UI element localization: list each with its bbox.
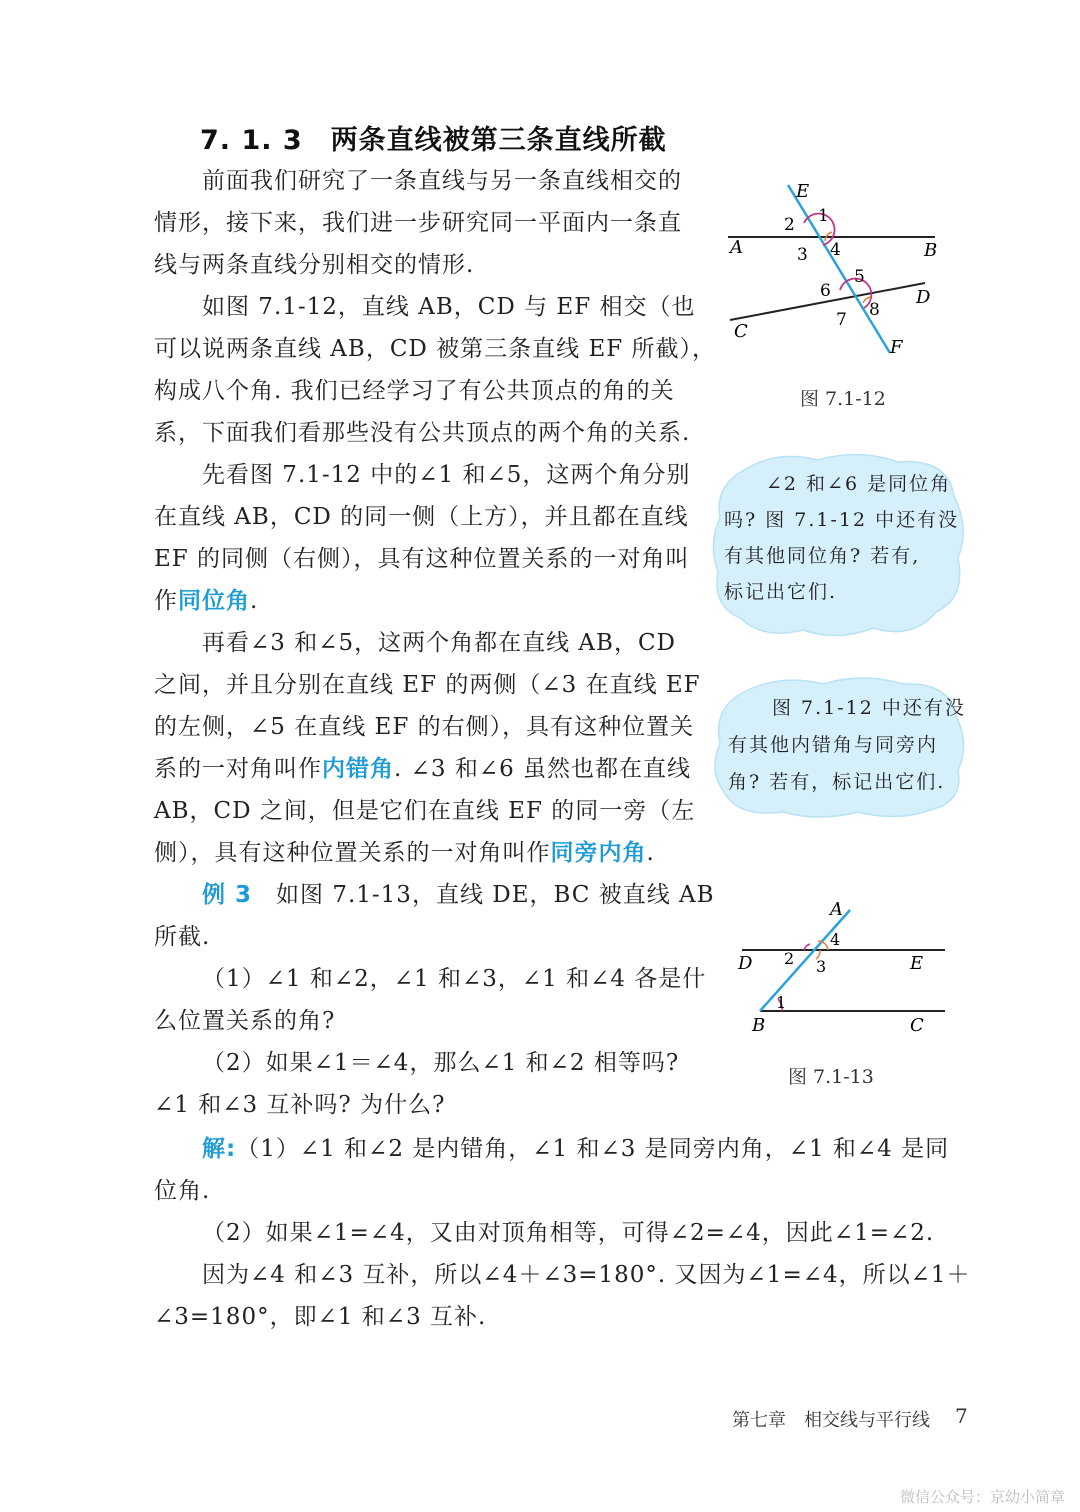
- intro-line-2: 情形，接下来，我们进一步研究同一平面内一条直: [154, 210, 682, 236]
- solution-label: 解:: [202, 1136, 237, 1162]
- fig2-label-c: C: [910, 1015, 924, 1036]
- para4-line-1: 再看∠3 和∠5，这两个角都在直线 AB，CD: [202, 630, 676, 656]
- angle-label-5: 5: [854, 267, 865, 287]
- para2-line-2: 可以说两条直线 AB，CD 被第三条直线 EF 所截），: [154, 336, 717, 362]
- label-d: D: [916, 287, 931, 308]
- cloud1-line-2: 吗? 图 7.1-12 中还有没: [724, 509, 960, 531]
- question-2b: ∠1 和∠3 互补吗? 为什么?: [154, 1092, 446, 1118]
- angle-label-2: 2: [784, 215, 795, 235]
- angle-label-3: 3: [797, 245, 808, 265]
- solution-line-5: ∠3=180°，即∠1 和∠3 互补.: [154, 1304, 487, 1330]
- example-label: 例 3: [202, 882, 253, 908]
- fig2-label-a: A: [830, 899, 843, 920]
- para4-line-4: [154, 748, 691, 790]
- label-a: A: [730, 237, 743, 258]
- watermark-text: 微信公众号：京幼小简章: [900, 1488, 1066, 1506]
- term-same-side-interior-angles: 同旁内角: [550, 840, 647, 866]
- fig2-angle-3: 3: [816, 957, 827, 976]
- para4-l4-prefix: 系的一对角叫作: [154, 756, 322, 782]
- footer-chapter: 第七章 相交线与平行线: [732, 1410, 930, 1431]
- cloud1-line-4: 标记出它们.: [724, 581, 838, 603]
- label-b: B: [924, 240, 938, 261]
- section-title: 7. 1. 3 两条直线被第三条直线所截: [200, 125, 667, 156]
- para4-l6-prefix: 侧），具有这种位置关系的一对角叫作: [154, 840, 551, 866]
- para4-line-6: [154, 832, 655, 874]
- figure-7-1-12: [720, 175, 950, 365]
- term-corresponding-angles: 同位角: [178, 588, 250, 614]
- example-line-1: [202, 874, 715, 916]
- fig2-label-d: D: [738, 953, 753, 974]
- intro-line-1: 前面我们研究了一条直线与另一条直线相交的: [202, 168, 682, 194]
- cloud1-line-1: ∠2 和∠6 是同位角: [766, 473, 952, 495]
- para3-line-1: 先看图 7.1-12 中的∠1 和∠5，这两个角分别: [202, 462, 691, 488]
- example-line-2: 所截.: [154, 924, 211, 950]
- para3-line-3: EF 的同侧（右侧），具有这种位置关系的一对角叫: [154, 546, 690, 572]
- para2-line-4: 系，下面我们看那些没有公共顶点的两个角的关系.: [154, 420, 691, 446]
- angle-label-4: 4: [830, 240, 841, 260]
- cloud1-line-3: 有其他同位角? 若有,: [724, 545, 921, 567]
- question-2a: （2）如果∠1＝∠4，那么∠1 和∠2 相等吗?: [202, 1050, 680, 1076]
- fig2-angle-4: 4: [830, 930, 841, 949]
- question-1a: （1）∠1 和∠2，∠1 和∠3，∠1 和∠4 各是什: [202, 966, 707, 992]
- cloud2-line-3: 角? 若有，标记出它们.: [728, 771, 946, 793]
- term-alternate-interior-angles: 内错角: [322, 756, 394, 782]
- para3-suffix: .: [250, 588, 259, 614]
- para4-line-3: 的左侧，∠5 在直线 EF 的右侧），具有这种位置关: [154, 714, 695, 740]
- solution-line-3: （2）如果∠1=∠4，又由对顶角相等，可得∠2=∠4，因此∠1=∠2.: [202, 1220, 935, 1246]
- fig2-angle-1: 1: [776, 993, 787, 1012]
- fig2-label-e: E: [910, 953, 924, 974]
- para3-line-4: [154, 580, 258, 622]
- angle-label-1: 1: [818, 206, 829, 226]
- fig2-angle-2: 2: [784, 949, 795, 968]
- label-c: C: [734, 321, 748, 342]
- para4-l4-suffix: . ∠3 和∠6 虽然也都在直线: [394, 756, 692, 782]
- solution-text-1: （1）∠1 和∠2 是内错角，∠1 和∠3 是同旁内角，∠1 和∠4 是同: [236, 1136, 950, 1162]
- solution-line-2: 位角.: [154, 1178, 211, 1204]
- para2-line-3: 构成八个角. 我们已经学习了有公共顶点的角的关: [154, 378, 675, 404]
- page-number: 7: [955, 1404, 968, 1428]
- para4-l6-suffix: .: [646, 840, 655, 866]
- label-f: F: [890, 337, 903, 358]
- para4-line-5: AB，CD 之间，但是它们在直线 EF 的同一旁（左: [154, 798, 696, 824]
- angle-label-6: 6: [820, 281, 831, 301]
- figure-7-1-13-caption: 图 7.1-13: [788, 1066, 874, 1088]
- angle-label-8: 8: [869, 300, 880, 320]
- fig2-label-b: B: [752, 1015, 766, 1036]
- para2-line-1: 如图 7.1-12，直线 AB，CD 与 EF 相交（也: [202, 294, 696, 320]
- cloud2-line-1: 图 7.1-12 中还有没: [772, 697, 966, 719]
- para3-line-2: 在直线 AB，CD 的同一侧（上方），并且都在直线: [154, 504, 689, 530]
- solution-line-4: 因为∠4 和∠3 互补，所以∠4＋∠3=180°. 又因为∠1=∠4，所以∠1＋: [202, 1262, 971, 1288]
- example-text: 如图 7.1-13，直线 DE，BC 被直线 AB: [276, 882, 715, 908]
- figure-7-1-12-caption: 图 7.1-12: [800, 388, 886, 410]
- line-ab-transversal: [760, 910, 850, 1011]
- intro-line-3: 线与两条直线分别相交的情形.: [154, 252, 475, 278]
- cloud2-line-2: 有其他内错角与同旁内: [728, 734, 939, 756]
- angle-label-7: 7: [836, 310, 847, 330]
- question-1b: 么位置关系的角?: [154, 1008, 336, 1034]
- figure-7-1-13: [730, 895, 950, 1040]
- solution-line-1: [202, 1128, 949, 1170]
- para3-prefix: 作: [154, 588, 178, 614]
- para4-line-2: 之间，并且分别在直线 EF 的两侧（∠3 在直线 EF: [154, 672, 701, 698]
- label-e: E: [796, 181, 810, 202]
